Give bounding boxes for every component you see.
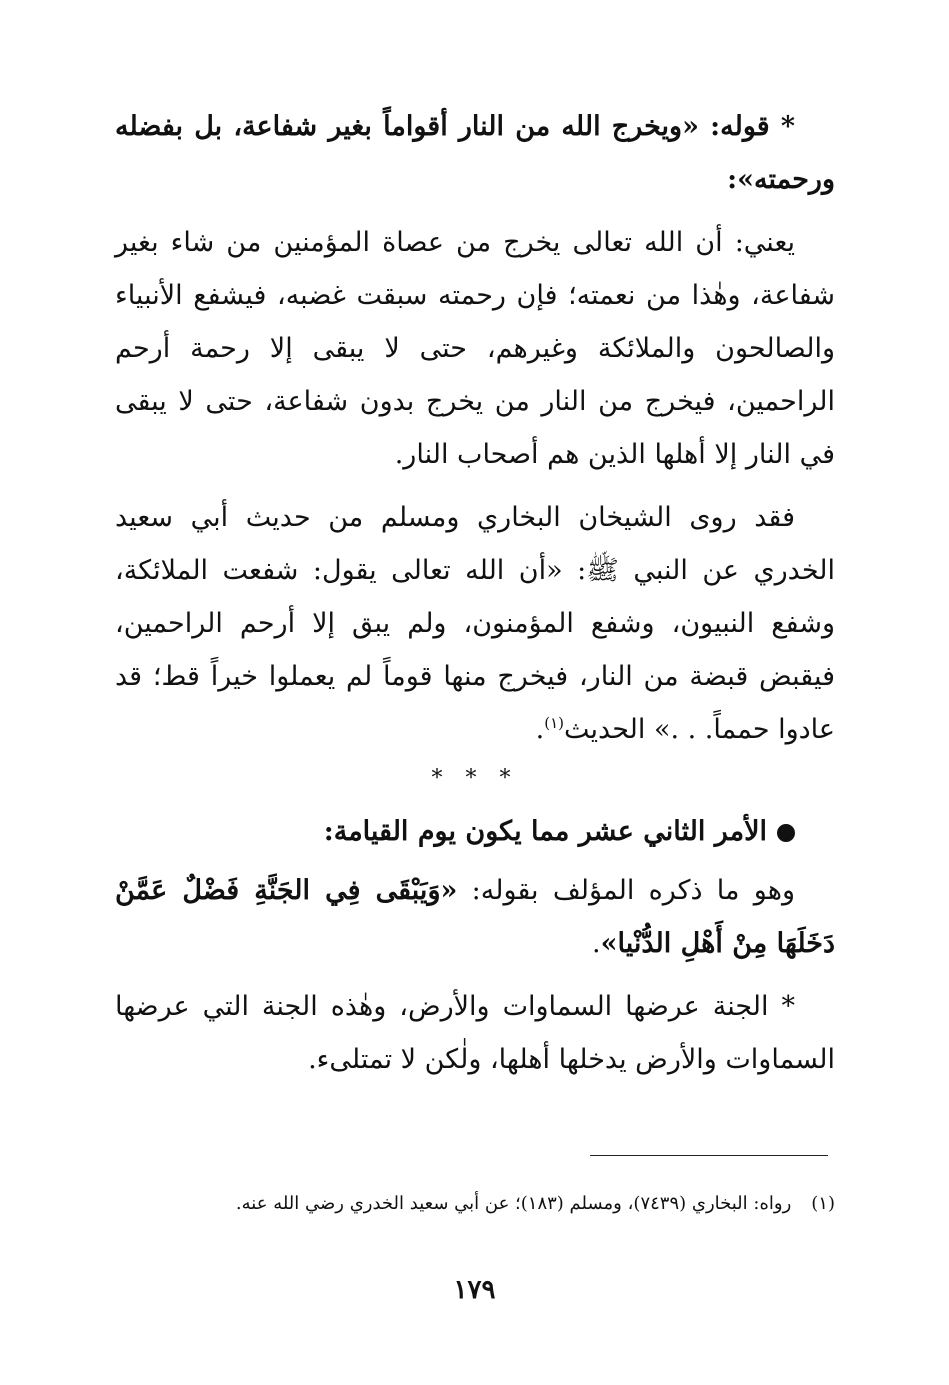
section-separator: * * * [431,766,519,791]
hadith-text: فقد روى الشيخان البخاري ومسلم من حديث أبي سعيد الخدري عن النبي ﷺ: «أن الله تعالى يقول: شفعت الملائكة، وشفع النبيون، وشفع المؤمنون، ولم يبق إلا أرحم الراحمين، فيقبض قبضة من النار، فيخرج منها قوماً لم يعملوا خيراً قط؛ قد عادوا حمماً. . .» الحديث [115,502,835,745]
footnote-text: رواه: البخاري (٧٤٣٩)، ومسلم (١٨٣)؛ عن أبي سعيد الخدري رضي الله عنه. [235,1193,792,1214]
paragraph-explanation: يعني: أن الله تعالى يخرج من عصاة المؤمنين من شاء بغير شفاعة، وهٰذا من نعمته؛ فإن رحمته سبقت غضبه، فيشفع الأنبياء والصالحون والملائكة وغيرهم، حتى لا يبقى إلا رحمة أرحم الراحمين، فيخرج من النار من يخرج بدون شفاعة، حتى لا يبقى في النار إلا أهلها الذين هم أصحاب النار. [115,227,835,470]
footnote [115,1188,835,1220]
footnote-reference[interactable]: (١) [544,714,564,732]
hadith-end: . [535,714,545,745]
paragraph-hadith [115,491,835,756]
section-heading [115,805,835,858]
page-body [115,100,835,1096]
paragraph-quote-intro: * قوله: «ويخرج الله من النار أقواماً بغير شفاعة، بل بفضله ورحمته»: [115,111,835,195]
section-heading-text: الأمر الثاني عشر مما يكون يوم القيامة: [323,816,767,847]
author-quote-end: . [592,928,601,959]
author-intro: وهو ما ذكره المؤلف بقوله: [457,875,795,906]
page-number: ١٧٩ [453,1275,496,1305]
footnote-divider [590,1155,828,1156]
footnote-number: (١) [811,1193,835,1214]
bullet-icon [777,824,795,842]
paragraph-author-quote [115,864,835,970]
paragraph-paradise: * الجنة عرضها السماوات والأرض، وهٰذه الجنة التي عرضها السماوات والأرض يدخلها أهلها، ولٰكن لا تمتلىء. [115,991,835,1075]
author-quote: «وَيَبْقَى فِي الجَنَّةِ فَضْلٌ عَمَّنْ دَخَلَهَا مِنْ أَهْلِ الدُّنْيا» [115,875,835,959]
